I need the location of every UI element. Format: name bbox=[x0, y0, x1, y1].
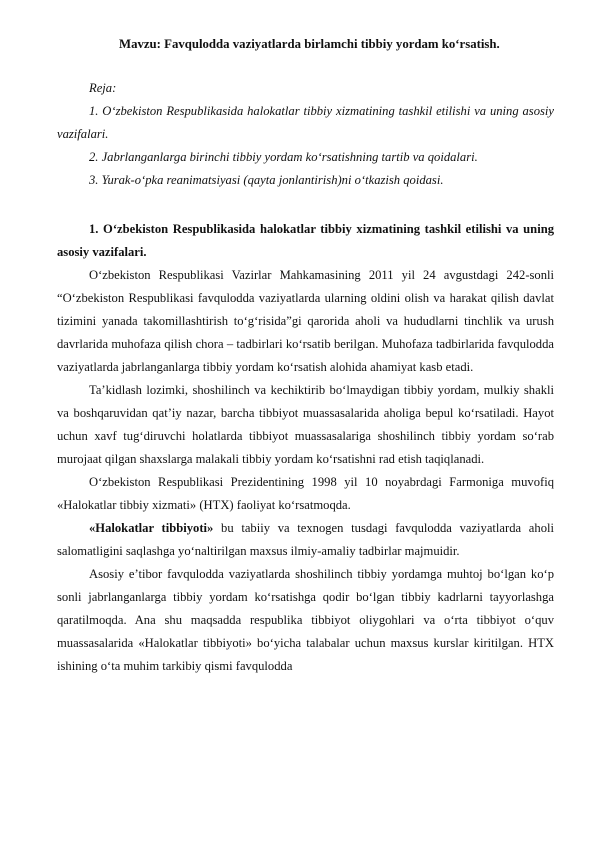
definition-term: «Halokatlar tibbiyoti» bbox=[89, 521, 214, 535]
section-1 bbox=[57, 218, 554, 678]
plan-item-1: 1. O‘zbekiston Respublikasida halokatlar tibbiy xizmatining tashkil etilishi va uning asosiy vazifalari. bbox=[57, 104, 554, 141]
plan-section bbox=[57, 77, 554, 192]
plan-item-2: 2. Jabrlanganlarga birinchi tibbiy yordam ko‘rsatishning tartib va qoidalari. bbox=[89, 150, 478, 164]
definition-paragraph bbox=[57, 517, 554, 563]
definition-text: bu tabiiy va texnogen tusdagi favqulodda vaziyatlarda aholi salomatligini saqlashga yo‘naltirilgan maxsus ilmiy-amaliy tadbirlar majmuidir. bbox=[57, 521, 554, 558]
paragraph-1: O‘zbekiston Respublikasi Vazirlar Mahkamasining 2011 yil 24 avgustdagi 242-sonli “O‘zbekiston Respublikasi favqulodda vaziyatlarda ularning oldini olish va harakat qilish davlat tizimini yanada takomillashtirish to‘g‘risida”gi qarorida aholi va hududlarni tinchlik va urush davrlarida muhofaza qilish chora – tadbirlari ko‘rsatib berilgan. Muhofaza tadbirlarida favqulodda vaziyatlarda jabrlanganlarga tibbiy yordam ko‘rsatish alohida ahamiyat kasb etadi. bbox=[57, 268, 554, 374]
document-title: Mavzu: Favqulodda vaziyatlarda birlamchi tibbiy yordam ko‘rsatish. bbox=[119, 37, 500, 51]
section-heading: 1. O‘zbekiston Respublikasida halokatlar tibbiy xizmatining tashkil etilishi va uning asosiy vazifalari. bbox=[57, 222, 554, 259]
paragraph-2: Ta’kidlash lozimki, shoshilinch va kechiktirib bo‘lmaydigan tibbiy yordam, mulkiy shakli va boshqaruvidan qat’iy nazar, barcha tibbiyot muassasalarida aholiga bepul ko‘rsatiladi. Hayot uchun xavf tug‘diruvchi holatlarda tibbiyot muassasalariga shoshilinch tibbiy yordam so‘rab murojaat qilgan shaxslarga malakali tibbiy yordam ko‘rsatishni rad etish taqiqlanadi. bbox=[57, 383, 554, 466]
paragraph-4: Asosiy e’tibor favqulodda vaziyatlarda shoshilinch tibbiy yordamga muhtoj bo‘lgan ko‘p sonli jabrlanganlarga tibbiy yordam ko‘rsatishga qodir bo‘lgan tibbiy kadrlarni tayyorlashga qaratilmoqda. Ana shu maqsadda respublika tibbiyot oliygohlari va o‘rta tibbiyot o‘quv muassasalarida «Halokatlar tibbiyoti» bo‘yicha talabalar uchun maxsus kurslar kiritilgan. HTX ishining o‘ta muhim tarkibiy qismi favqulodda bbox=[57, 567, 554, 673]
plan-label: Reja: bbox=[89, 81, 117, 95]
paragraph-3: O‘zbekiston Respublikasi Prezidentining 1998 yil 10 noyabrdagi Farmoniga muvofiq «Halokatlar tibbiy xizmati» (HTX) faoliyat ko‘rsatmoqda. bbox=[57, 475, 554, 512]
plan-item-3: 3. Yurak-o‘pka reanimatsiyasi (qayta jonlantirish)ni o‘tkazish qoidasi. bbox=[89, 173, 444, 187]
